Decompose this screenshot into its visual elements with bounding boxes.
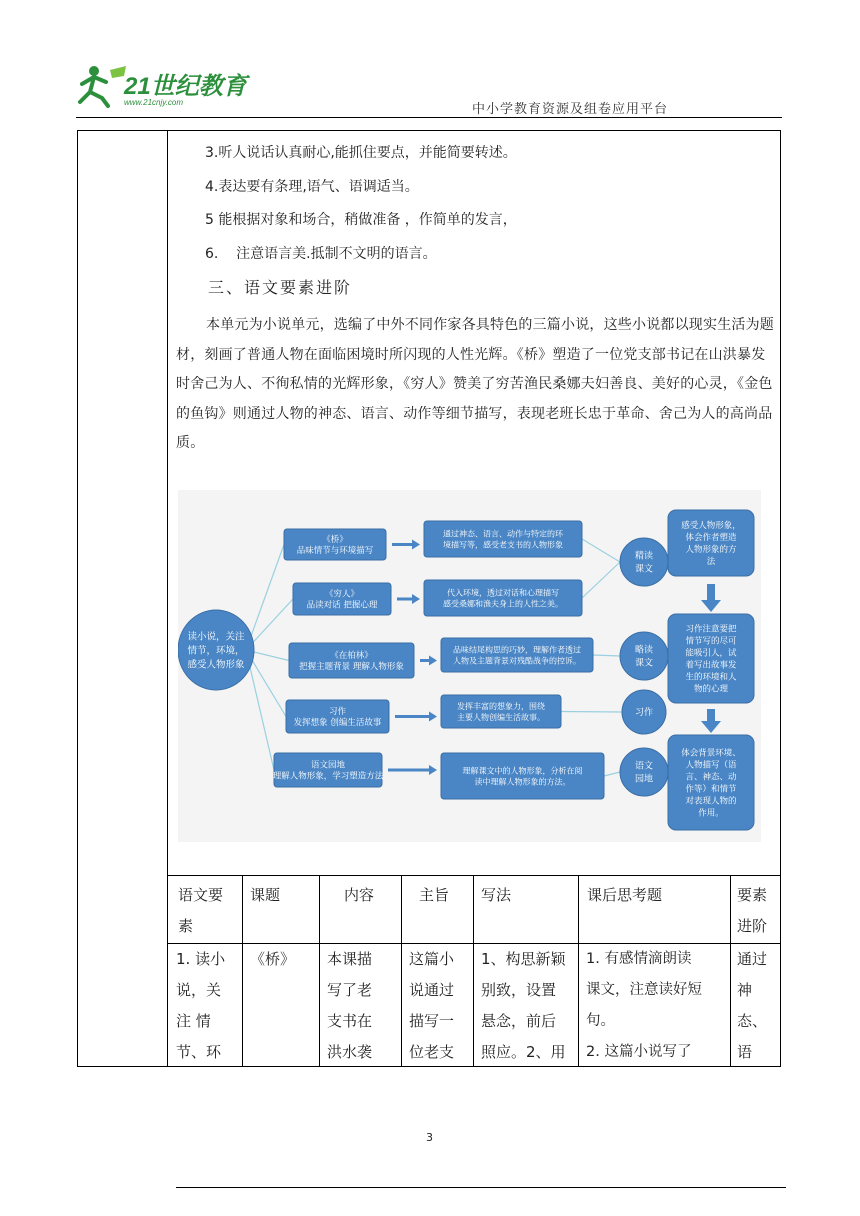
table-header-content: 内容 [344,886,375,904]
lesson-node-label: 习作发挥想象 创编生活故事 [293,706,382,728]
svg-text:www.21cnjy.com: www.21cnjy.com [124,98,183,107]
category-node-label: 语文园地 [634,761,654,785]
root-node-label: 读小说，关注情节，环境，感受人物形象 [187,631,245,671]
category-node [620,632,668,680]
table-cell-technique: 1、构思新颖 别致，设置 悬念，前后 照应。2、用 [481,950,566,1061]
table-header-element: 语文要 素 [178,886,224,935]
platform-name: 中小学教育资源及组卷应用平台 [472,102,669,117]
table-col-divider [578,875,579,1067]
left-column-divider [167,130,168,1067]
table-col-divider [473,875,474,1067]
table-col-divider [319,875,320,1067]
detail-node-label: 代入环境，透过对话和心理描写感受桑娜和渔夫身上的人性之美。 [443,588,563,609]
table-col-divider [401,875,402,1067]
goal-node-label: 体会背景环境、人物描写（语言、神态、动作等）和情节对表现人物的作用。 [681,748,741,819]
detail-node [441,753,604,799]
down-arrow-icon [707,584,715,602]
lesson-node-label: 《在柏林》把握主题背景 理解人物形象 [299,650,404,672]
goal-node-label: 习作注意要把情节写的尽可能吸引人，试着写出故事发生的环境和人物的心理 [685,624,737,695]
unit-concept-diagram [178,490,761,842]
lesson-node-label: 《穷人》品读对话 把握心理 [306,589,378,611]
down-arrow-icon [707,709,715,723]
table-top-border [168,875,781,876]
table-col-divider [242,875,243,1067]
requirement-4: 4.表达要有条理,语气、语调适当。 [205,179,419,195]
detail-node [424,580,582,616]
detail-node-label: 发挥丰富的想象力，围绕主要人物创编生活故事。 [457,701,545,722]
requirement-6: 6. 注意语言美.抵制不文明的语言。 [205,246,437,262]
detail-node [441,695,561,728]
table-header-lesson: 课题 [250,886,281,904]
runner-icon [80,66,126,106]
footer-rule [176,1187,786,1188]
table-cell-questions: 1. 有感情滴朗读 课文，注意读好短 句。 2. 这篇小说写了 [586,951,702,1060]
unit-summary-paragraph: 本单元为小说单元，选编了中外不同作家各具特色的三篇小说，这些小说都以现实生活为题材，刻画了普通人物在面临困境时所闪现的人性光辉。《桥》塑造了一位党支部书记在山洪暴发时舍己为人、不徇私情的光辉形象，《穷人》赞美了穷苦渔民桑娜夫妇善良、美好的心灵，《金色的鱼钩》则通过人物的神态、语言、动作等细节描写，表现老班长忠于革命、舍己为人的高尚品质。 [176,317,774,451]
category-node [620,748,668,796]
goal-node-label: 感受人物形象，体会作者塑造人物形象的方法 [681,520,741,567]
table-cell-lesson: 《桥》 [250,950,296,968]
detail-node-label: 通过神态、语言、动作与特定的环境描写等，感受老支书的人物形象 [443,529,563,550]
requirement-3: 3.听人说话认真耐心,能抓住要点，并能简要转述。 [205,145,517,161]
svg-text:21世纪教育: 21世纪教育 [124,73,247,100]
page-number: 3 [426,1131,433,1144]
detail-node-label: 品味结尾构思的巧妙，理解作者透过人物及主题背景对残酷战争的控诉。 [453,645,581,666]
lesson-node-label: 语文园地理解人物形象，学习塑造方法 [272,760,384,782]
header-rule [76,117,782,118]
category-node-label: 精读课文 [634,551,654,575]
category-node [620,538,668,586]
detail-node [424,521,582,557]
requirement-5: 5 能根据对象和场合，稍做准备 ，作简单的发言， [205,212,517,228]
detail-node-label: 理解课文中的人物形象，分析在阅读中理解人物形象的方法。 [462,766,583,787]
table-cell-content: 本课描 写了老 支书在 洪水袭 [327,950,373,1061]
table-cell-theme: 这篇小 说通过 描写一 位老支 [409,950,455,1061]
category-node-label: 习作 [634,708,654,719]
detail-node [441,638,593,672]
connector-line [561,712,622,713]
section-title: 三、语文要素进阶 [208,278,353,297]
table-cell-element: 1. 读小 说，关 注 情 节、环 [176,950,226,1061]
lesson-node-label: 《桥》品味情节与环境描写 [296,534,374,556]
site-logo [74,62,254,108]
table-header-progression: 要素 进阶 [737,886,768,935]
table-col-divider [730,875,731,1067]
table-header-questions: 课后思考题 [587,886,663,904]
table-header-theme: 主旨 [419,886,450,904]
category-node-label: 略读课文 [634,645,654,669]
table-cell-progression: 通过 神 态、 语 [737,950,768,1061]
table-header-technique: 写法 [481,886,512,904]
